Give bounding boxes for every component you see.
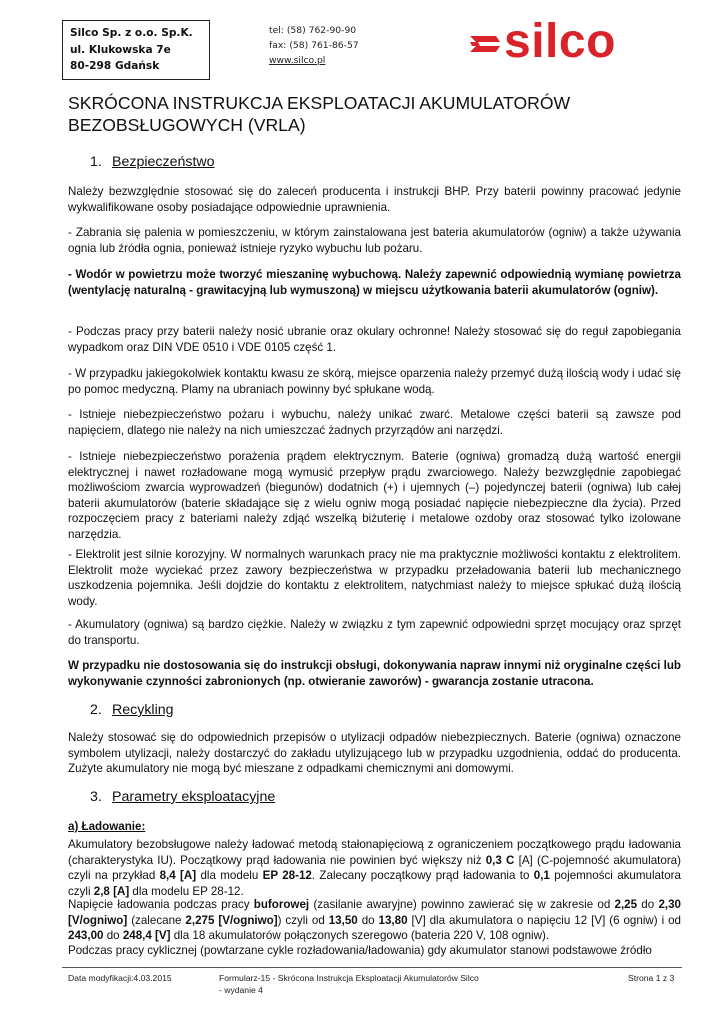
footer-modification-date: Data modyfikacji:4.03.2015 [68, 973, 172, 983]
logo-mark-icon [466, 22, 506, 66]
company-street: ul. Klukowska 7e [70, 43, 171, 56]
s1-paragraph-4: - Podczas pracy przy baterii należy nosić ubranie oraz okulary ochronne! Należy stosować się do reguł zapobiegania wypadkom oraz DIN VDE 0510 i VDE 0105 część 1. [68, 325, 681, 354]
contact-www-link[interactable]: www.silco.pl [269, 55, 326, 66]
section-1-number: 1. [90, 154, 102, 170]
title-line-2: BEZOBSŁUGOWYCH (VRLA) [68, 115, 306, 135]
logo-text: silco [504, 15, 616, 68]
s1-paragraph-1: Należy bezwzględnie stosować się do zaleceń producenta i instrukcji BHP. Przy baterii powinny pracować jedynie wykwalifikowane osoby posiadające odpowiednie uprawnienia. [68, 185, 681, 214]
s1-paragraph-5: - W przypadku jakiegokolwiek kontaktu kwasu ze skórą, miejsce oparzenia należy przemyć dużą ilością wody i udać się po pomoc medyczną. Plamy na ubraniach powinny być spłukane wodą. [68, 367, 681, 396]
section-1-heading [90, 154, 215, 170]
s1-paragraph-3: - Wodór w powietrzu może tworzyć mieszaninę wybuchową. Należy zapewnić odpowiednią wymianę powietrza (wentylację naturalną - grawitacyjną lub wymuszoną) w miejscu użytkowania baterii akumulatorów (ogniw). [68, 268, 681, 297]
title-line-1: SKRÓCONA INSTRUKCJA EKSPLOATACJI AKUMULATORÓW [68, 93, 571, 113]
s1-paragraph-8: - Elektrolit jest silnie korozyjny. W normalnych warunkach pracy nie ma praktycznie możliwości kontaktu z elektrolitem. Elektrolit może wyciekać przez zawory bezpieczeństwa w przypadku przeładowania baterii lub mechanicznego uszkodzenia pojemnika. Jeśli dojdzie do kontaktu z elektrolitem, natychmiast należy to miejsce spłukać dużą ilością wody. [68, 548, 681, 608]
company-city: 80-298 Gdańsk [70, 60, 160, 72]
section-3-heading [90, 789, 275, 805]
s1-paragraph-9: - Akumulatory (ogniwa) są bardzo ciężkie. Należy w związku z tym zapewnić odpowiedni sprzęt mocujący oraz sprzęt do transportu. [68, 618, 681, 647]
silco-logo [466, 15, 656, 68]
s3-charging-paragraph-3: Podczas pracy cyklicznej (powtarzane cykle rozładowania/ładowania) gdy akumulator stanowi podstawowe źródło [68, 944, 652, 957]
contact-fax: fax: (58) 761-86-57 [269, 40, 359, 51]
s1-paragraph-7: - Istnieje niebezpieczeństwo porażenia prądem elektrycznym. Baterie (ogniwa) gromadzą dużą wartość energii elektrycznej i nawet rozładowane mogą wymusić przepływ prądu zwarciowego. Należy bezwzględnie zapobiegać możliwościom zwarcia wyprowadzeń (biegunów) dodatnich (+) i ujemnych (–) pojedynczej baterii (ogniwa) lub całej baterii akumulatorów (baterie składające się z wielu ogniw mogą posiadać napięcie niebezpieczne dla życia). Przed rozpoczęciem pracy z bateriami należy zdjąć wszelką biżuterię i metalowe ozdoby oraz stosować tylko izolowane narzędzia. [68, 450, 681, 541]
footer-form-title: Formularz-15 - Skrócona Instrukcja Eksploatacji Akumulatorów Silco - wydanie 4 [219, 973, 479, 995]
contact-tel: tel: (58) 762-90-90 [269, 25, 357, 36]
document-title [68, 92, 668, 136]
section-1-label: Bezpieczeństwo [112, 154, 215, 170]
page-footer [62, 967, 682, 995]
s3-charging-paragraph-2: Napięcie ładowania podczas pracy buforowej (zasilanie awaryjne) powinno zawierać się w zakresie od 2,25 do 2,30 [V/ogniwo] (zalecane 2,275 [V/ogniwo]) czyli od 13,50 do 13,80 [V] dla akumulatora o napięciu 12 [V] (6 ogniw) i od 243,00 do 248,4 [V] dla 18 akumulatorów połączonych szeregowo (bateria 220 V, 108 ogniw). [68, 898, 682, 943]
company-address-box [62, 20, 210, 80]
section-3-label: Parametry eksploatacyjne [112, 789, 276, 805]
subsection-a-heading: a) Ładowanie: [68, 820, 146, 833]
s1-paragraph-6: - Istnieje niebezpieczeństwo pożaru i wybuchu, należy unikać zwarć. Metalowe części baterii są zawsze pod napięciem, dlatego nie należy na nich umieszczać żadnych przyrządów ani narzędzi. [68, 408, 681, 437]
section-2-heading [90, 702, 174, 718]
section-2-label: Recykling [112, 702, 174, 718]
contact-info [269, 23, 359, 68]
s1-paragraph-2: - Zabrania się palenia w pomieszczeniu, w którym zainstalowana jest bateria akumulatorów (ogniw) a także używania ognia lub źródła ognia, ponieważ istnieje ryzyko wybuchu lub pożaru. [68, 226, 681, 255]
company-name: Silco Sp. z o.o. Sp.K. [70, 27, 193, 39]
s1-warranty-notice: W przypadku nie dostosowania się do instrukcji obsługi, dokonywania napraw innymi niż oryginalne części lub wykonywanie czynności zabronionych (np. otwieranie zaworów) - gwarancja zostanie utracona. [68, 659, 681, 688]
page-header [0, 0, 724, 80]
s3-charging-paragraph-1: Akumulatory bezobsługowe należy ładować metodą stałonapięciową z ograniczeniem początkowego prądu ładowania (charakterystyka IU). Początkowy prąd ładowania nie powinien być większy niż 0,3 C [A] (C-pojemność akumulatora) czyli na przykład 8,4 [A] dla modelu EP 28-12. Zalecany początkowy prąd ładowania to 0,1 pojemności akumulatora czyli 2,8 [A] dla modelu EP 28-12. [68, 838, 681, 898]
section-3-number: 3. [90, 789, 102, 805]
section-2-number: 2. [90, 702, 102, 718]
s2-paragraph-1: Należy stosować się do odpowiednich przepisów o utylizacji odpadów niebezpiecznych. Baterie (ogniwa) oznaczone symbolem utylizacji, należy dostarczyć do zakładu utylizującego lub w przypadku uzgodnienia, oddać do producenta. Zużyte akumulatory nie mogą być mieszane z odpadkami chemicznymi ani domowymi. [68, 731, 681, 776]
footer-page-number: Strona 1 z 3 [628, 973, 675, 983]
